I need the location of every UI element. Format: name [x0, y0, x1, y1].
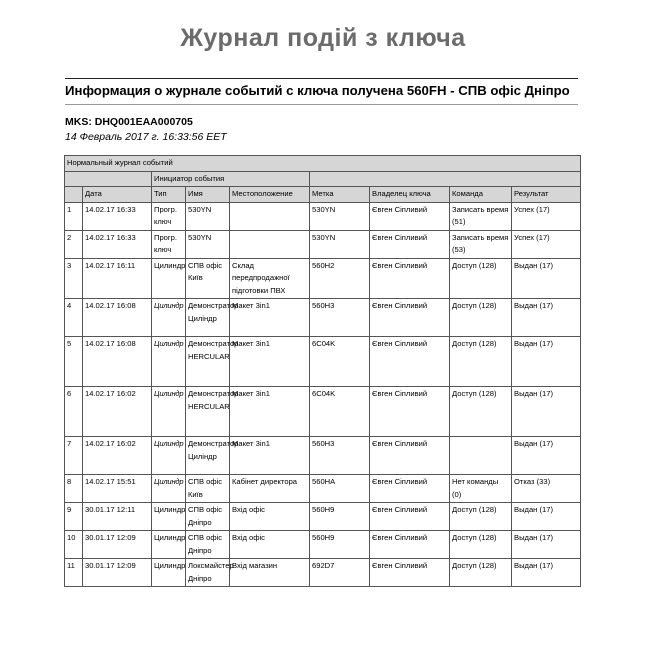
cell-num: 10	[65, 531, 83, 559]
event-log-table	[64, 155, 581, 587]
cell-result: Успех (17)	[512, 230, 581, 258]
cell-result: Выдан (17)	[512, 531, 581, 559]
cell-type: Цилиндр	[152, 437, 186, 475]
cell-name: Демонстратор Циліндр	[186, 299, 230, 337]
cell-owner: Євген Сіпливий	[370, 559, 450, 587]
table-row	[65, 531, 581, 559]
cell-owner: Євген Сіпливий	[370, 337, 450, 387]
cell-command: Записать время (51)	[450, 202, 512, 230]
cell-result: Выдан (17)	[512, 337, 581, 387]
cell-location: Склад передпродажної підготовки ПВХ	[230, 258, 310, 299]
column-header	[65, 187, 83, 203]
cell-tag: 560H3	[310, 437, 370, 475]
cell-date: 14.02.17 16:33	[83, 202, 152, 230]
cell-result: Выдан (17)	[512, 559, 581, 587]
cell-num: 4	[65, 299, 83, 337]
cell-result: Выдан (17)	[512, 503, 581, 531]
cell-command: Доступ (128)	[450, 299, 512, 337]
cell-location	[230, 230, 310, 258]
cell-result: Выдан (17)	[512, 387, 581, 437]
event-log-body	[65, 202, 581, 587]
column-header: Метка	[310, 187, 370, 203]
cell-name: СПВ офіс Київ	[186, 258, 230, 299]
column-header: Имя	[186, 187, 230, 203]
cell-owner: Євген Сіпливий	[370, 202, 450, 230]
cell-command: Доступ (128)	[450, 337, 512, 387]
cell-location: Макет 3in1	[230, 299, 310, 337]
cell-name: Локсмайстер Дніпро	[186, 559, 230, 587]
cell-date: 30.01.17 12:11	[83, 503, 152, 531]
section-title: Нормальный журнал событий	[65, 156, 581, 172]
cell-location: Макет 3in1	[230, 337, 310, 387]
cell-command: Доступ (128)	[450, 503, 512, 531]
cell-date: 30.01.17 12:09	[83, 531, 152, 559]
cell-date: 30.01.17 12:09	[83, 559, 152, 587]
column-header: Результат	[512, 187, 581, 203]
cell-owner: Євген Сіпливий	[370, 230, 450, 258]
cell-type: Прогр. ключ	[152, 202, 186, 230]
cell-tag: 530YN	[310, 202, 370, 230]
cell-tag: 560H9	[310, 531, 370, 559]
cell-type: Цилиндр	[152, 475, 186, 503]
cell-location: Макет 3in1	[230, 437, 310, 475]
cell-tag: 560H2	[310, 258, 370, 299]
cell-name: СПВ офіс Дніпро	[186, 531, 230, 559]
cell-owner: Євген Сіпливий	[370, 387, 450, 437]
cell-num: 7	[65, 437, 83, 475]
cell-owner: Євген Сіпливий	[370, 258, 450, 299]
cell-tag: 692D7	[310, 559, 370, 587]
table-row	[65, 299, 581, 337]
table-row	[65, 337, 581, 387]
cell-result: Выдан (17)	[512, 299, 581, 337]
cell-num: 1	[65, 202, 83, 230]
cell-owner: Євген Сіпливий	[370, 299, 450, 337]
group-title: Инициатор события	[152, 171, 310, 187]
cell-command: Доступ (128)	[450, 559, 512, 587]
cell-type: Цилиндр	[152, 559, 186, 587]
table-row	[65, 387, 581, 437]
cell-num: 3	[65, 258, 83, 299]
cell-name: Демонстратор HERCULAR	[186, 337, 230, 387]
cell-tag: 560H3	[310, 299, 370, 337]
column-header: Тип	[152, 187, 186, 203]
cell-type: Цилиндр	[152, 299, 186, 337]
cell-date: 14.02.17 16:33	[83, 230, 152, 258]
table-row	[65, 437, 581, 475]
table-row	[65, 475, 581, 503]
cell-owner: Євген Сіпливий	[370, 475, 450, 503]
cell-num: 5	[65, 337, 83, 387]
cell-result: Успех (17)	[512, 202, 581, 230]
cell-tag: 560HA	[310, 475, 370, 503]
cell-result: Отказ (33)	[512, 475, 581, 503]
table-row	[65, 503, 581, 531]
cell-date: 14.02.17 16:08	[83, 337, 152, 387]
cell-num: 9	[65, 503, 83, 531]
table-row	[65, 230, 581, 258]
cell-name: Демонстратор HERCULAR	[186, 387, 230, 437]
cell-num: 2	[65, 230, 83, 258]
cell-name: СПВ офіс Дніпро	[186, 503, 230, 531]
cell-location	[230, 202, 310, 230]
cell-type: Прогр. ключ	[152, 230, 186, 258]
cell-tag: 530YN	[310, 230, 370, 258]
cell-result: Выдан (17)	[512, 258, 581, 299]
cell-tag: 560H9	[310, 503, 370, 531]
cell-location: Кабінет директора	[230, 475, 310, 503]
info-heading: Информация о журнале событий с ключа получена 560FH - СПВ офіс Дніпро	[65, 78, 578, 105]
group-spacer	[65, 171, 152, 187]
cell-date: 14.02.17 16:08	[83, 299, 152, 337]
column-header: Владелец ключа	[370, 187, 450, 203]
cell-date: 14.02.17 16:11	[83, 258, 152, 299]
cell-command: Доступ (128)	[450, 531, 512, 559]
cell-command: Записать время (53)	[450, 230, 512, 258]
cell-location: Вхід офіс	[230, 531, 310, 559]
cell-tag: 6C04K	[310, 337, 370, 387]
mks-id: MKS: DHQ001EAA000705	[65, 116, 193, 128]
cell-type: Цилиндр	[152, 337, 186, 387]
cell-command: Нет команды (0)	[450, 475, 512, 503]
table-row	[65, 202, 581, 230]
cell-type: Цилиндр	[152, 531, 186, 559]
cell-owner: Євген Сіпливий	[370, 531, 450, 559]
report-timestamp: 14 Февраль 2017 г. 16:33:56 EET	[65, 131, 227, 143]
group-spacer-right	[310, 171, 581, 187]
column-header: Местоположение	[230, 187, 310, 203]
cell-location: Макет 3in1	[230, 387, 310, 437]
cell-tag: 6C04K	[310, 387, 370, 437]
cell-date: 14.02.17 15:51	[83, 475, 152, 503]
cell-type: Цилиндр	[152, 258, 186, 299]
column-header: Дата	[83, 187, 152, 203]
cell-num: 6	[65, 387, 83, 437]
cell-location: Вхід офіс	[230, 503, 310, 531]
cell-num: 8	[65, 475, 83, 503]
cell-type: Цилиндр	[152, 387, 186, 437]
cell-name: Демонстратор Циліндр	[186, 437, 230, 475]
page-title: Журнал подій з ключа	[180, 24, 466, 52]
cell-location: Вхід магазин	[230, 559, 310, 587]
cell-date: 14.02.17 16:02	[83, 437, 152, 475]
cell-type: Цилиндр	[152, 503, 186, 531]
cell-name: СПВ офіс Київ	[186, 475, 230, 503]
cell-command: Доступ (128)	[450, 258, 512, 299]
table-row	[65, 258, 581, 299]
table-row	[65, 559, 581, 587]
cell-name: 530YN	[186, 230, 230, 258]
cell-owner: Євген Сіпливий	[370, 437, 450, 475]
cell-name: 530YN	[186, 202, 230, 230]
column-header: Команда	[450, 187, 512, 203]
cell-command	[450, 437, 512, 475]
cell-owner: Євген Сіпливий	[370, 503, 450, 531]
cell-command: Доступ (128)	[450, 387, 512, 437]
cell-result: Выдан (17)	[512, 437, 581, 475]
cell-num: 11	[65, 559, 83, 587]
cell-date: 14.02.17 16:02	[83, 387, 152, 437]
